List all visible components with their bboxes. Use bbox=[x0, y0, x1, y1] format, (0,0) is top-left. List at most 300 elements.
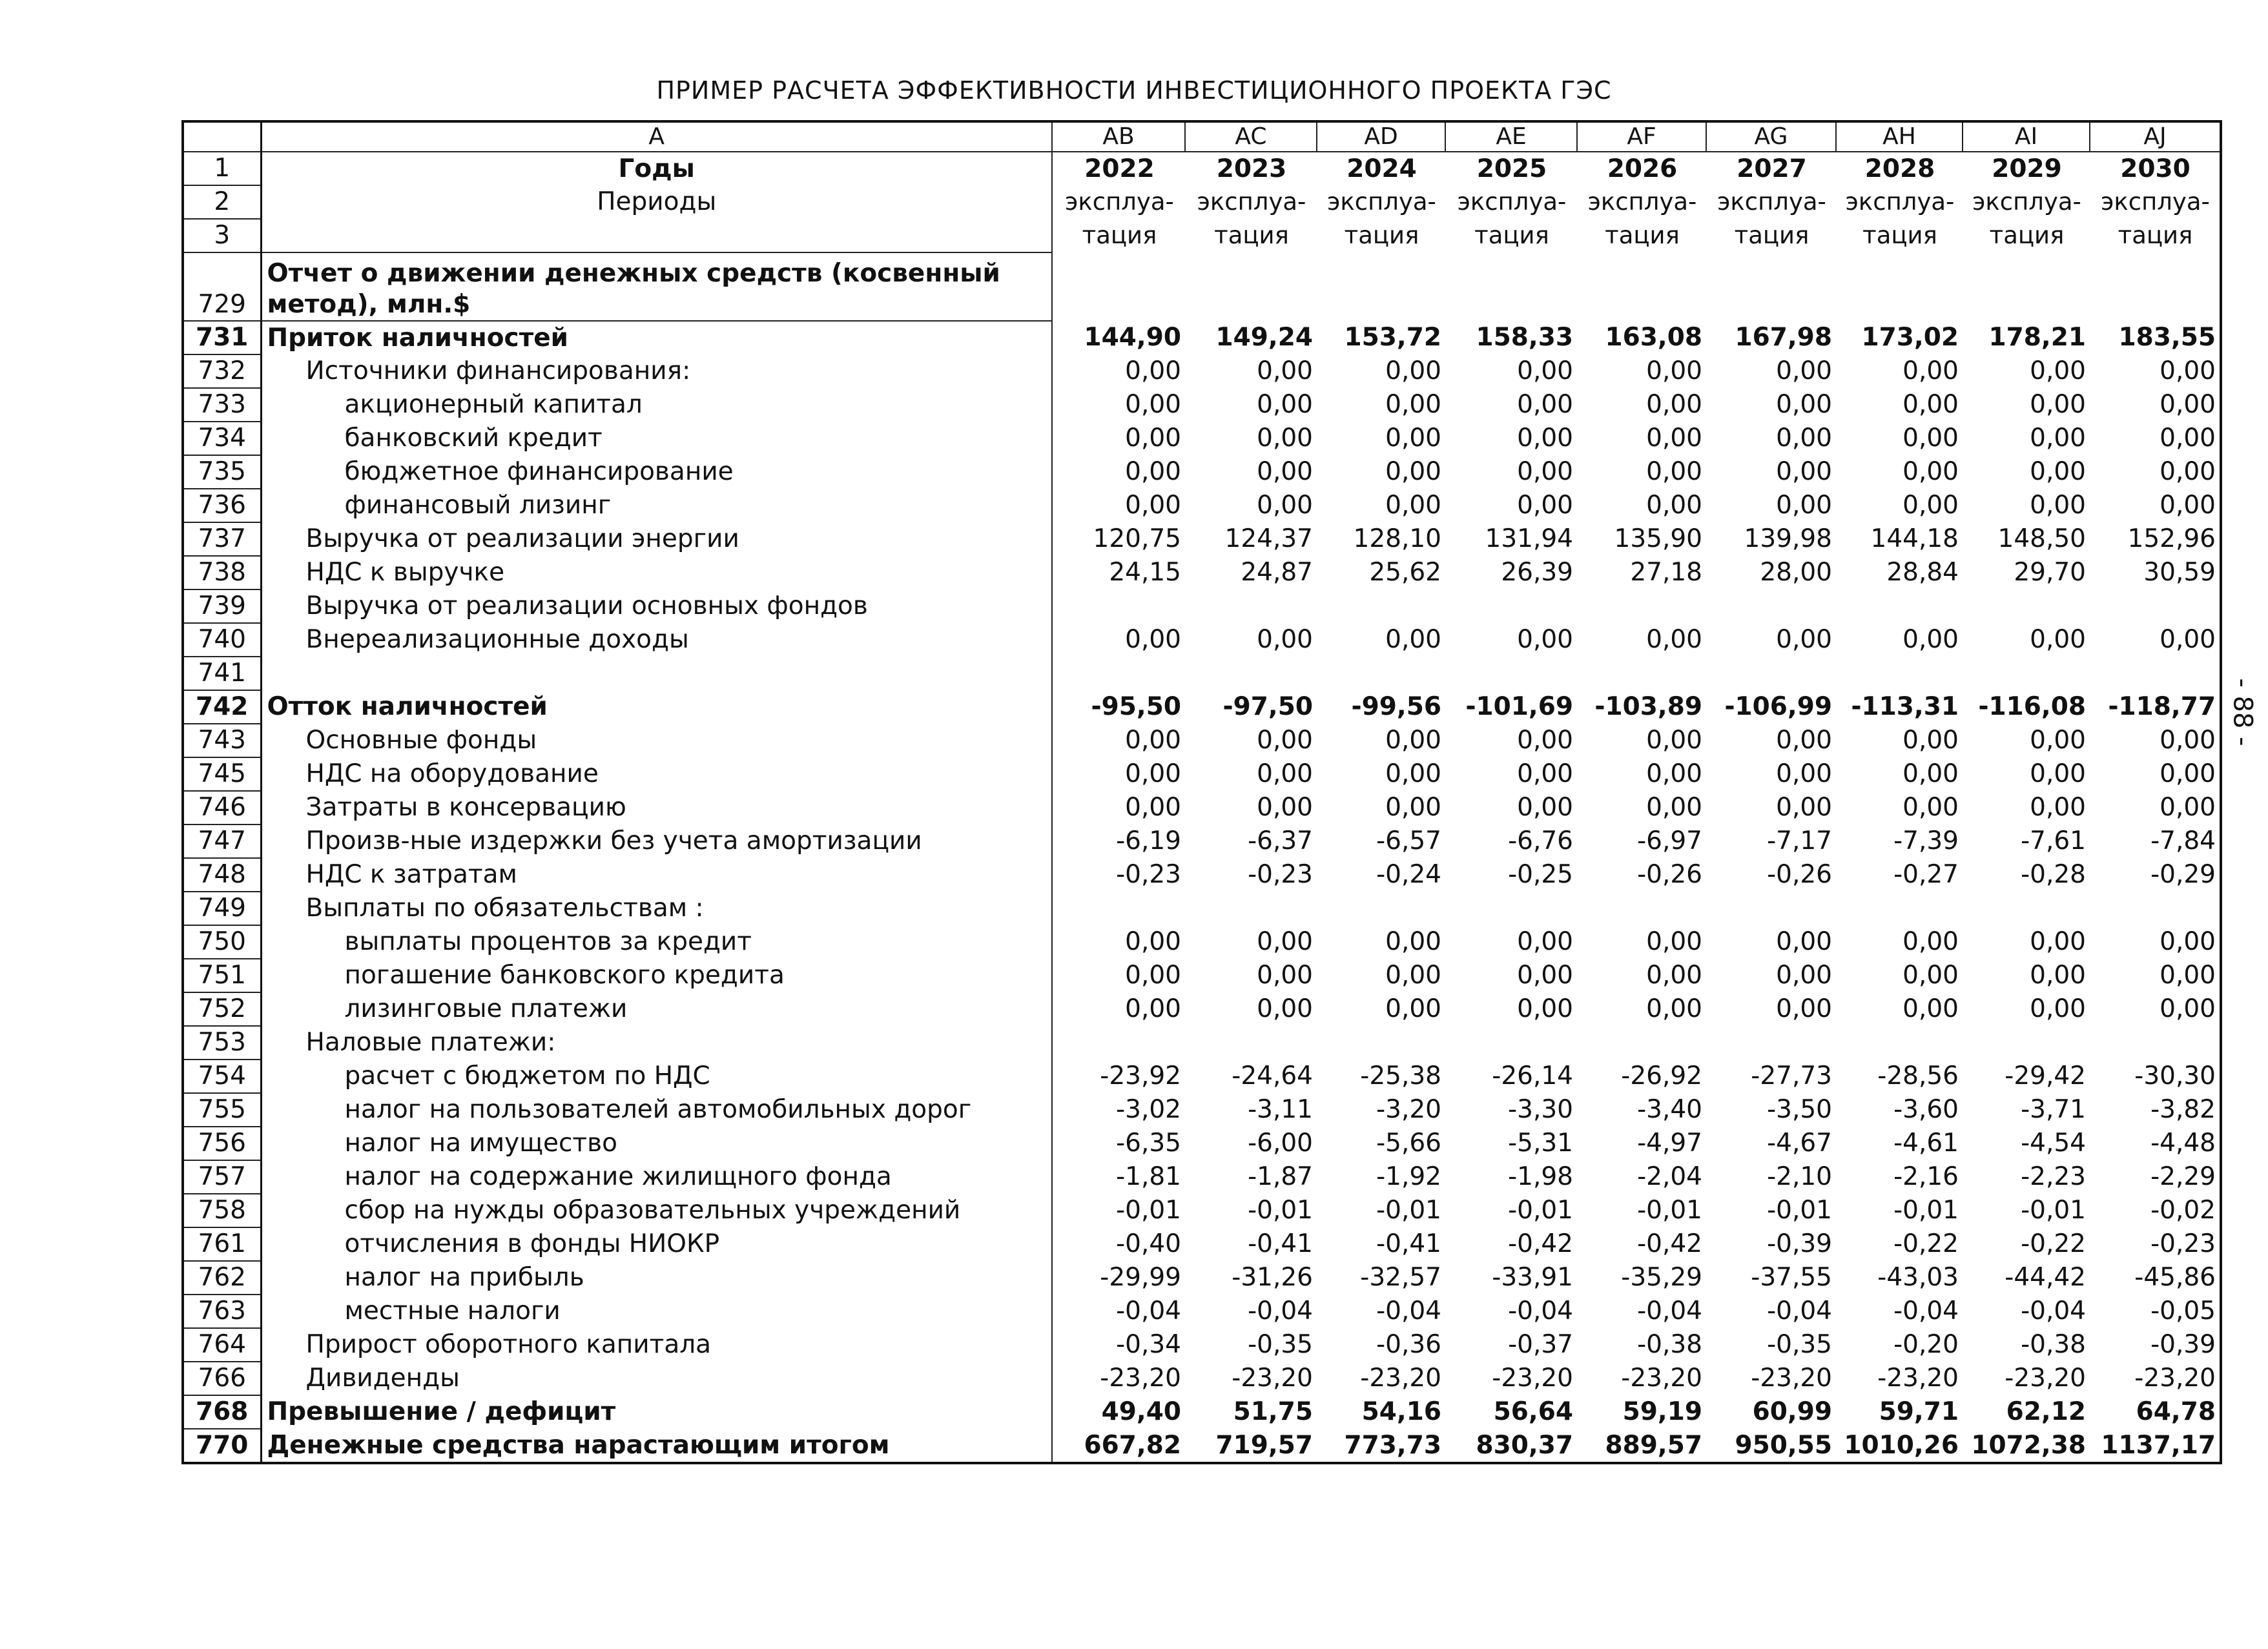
value-cell[interactable]: -0,04 bbox=[1893, 1296, 1959, 1326]
row-number[interactable]: 731 bbox=[183, 321, 261, 354]
row-label[interactable]: НДС к затратам bbox=[261, 858, 1052, 892]
value-cell[interactable]: эксплуа- bbox=[1065, 188, 1174, 216]
row-number[interactable]: 753 bbox=[183, 1026, 261, 1060]
row-number[interactable]: 743 bbox=[183, 724, 261, 757]
value-cell[interactable] bbox=[1577, 892, 1706, 925]
value-cell[interactable]: 0,00 bbox=[1776, 759, 1832, 788]
row-label[interactable]: сбор на нужды образовательных учреждений bbox=[261, 1194, 1052, 1227]
value-cell[interactable]: 54,16 bbox=[1361, 1397, 1441, 1426]
value-cell[interactable]: тация bbox=[1474, 221, 1549, 249]
value-cell[interactable]: 0,00 bbox=[2090, 791, 2221, 824]
value-cell[interactable]: 0,00 bbox=[1125, 457, 1181, 486]
value-cell[interactable]: 0,00 bbox=[1902, 961, 1959, 990]
value-cell[interactable]: -0,01 bbox=[1767, 1196, 1832, 1225]
value-cell[interactable]: -28,56 bbox=[1877, 1061, 1959, 1091]
value-cell[interactable]: эксплуа- bbox=[1197, 188, 1306, 216]
value-cell[interactable]: -24,64 bbox=[1232, 1061, 1313, 1091]
value-cell[interactable]: -3,20 bbox=[1376, 1095, 1441, 1124]
row-number[interactable]: 740 bbox=[183, 623, 261, 657]
value-cell[interactable]: -23,20 bbox=[1877, 1364, 1959, 1393]
value-cell[interactable]: 1072,38 bbox=[1963, 1429, 2090, 1463]
value-cell[interactable]: 0,00 bbox=[1257, 726, 1313, 755]
value-cell[interactable]: -0,28 bbox=[2021, 860, 2086, 889]
column-header[interactable]: AI bbox=[1963, 121, 2090, 152]
value-cell[interactable]: 0,00 bbox=[1776, 390, 1832, 419]
value-cell[interactable] bbox=[1445, 657, 1577, 690]
value-cell[interactable]: 0,00 bbox=[2030, 424, 2086, 453]
value-cell[interactable]: 24,87 bbox=[1241, 558, 1313, 587]
value-cell[interactable]: -0,26 bbox=[1767, 860, 1832, 889]
value-cell[interactable]: тация bbox=[1605, 221, 1680, 249]
value-cell[interactable]: тация bbox=[2090, 219, 2221, 252]
row-label[interactable]: налог на содержание жилищного фонда bbox=[261, 1160, 1052, 1194]
value-cell[interactable]: 0,00 bbox=[2090, 757, 2221, 791]
value-cell[interactable]: 0,00 bbox=[1646, 457, 1702, 486]
value-cell[interactable] bbox=[1052, 657, 1185, 690]
row-number[interactable]: 733 bbox=[183, 388, 261, 422]
value-cell[interactable]: 0,00 bbox=[1776, 457, 1832, 486]
value-cell[interactable]: 0,00 bbox=[2090, 422, 2221, 455]
value-cell[interactable]: 0,00 bbox=[1902, 390, 1959, 419]
value-cell[interactable]: -2,04 bbox=[1637, 1162, 1702, 1191]
value-cell[interactable]: -0,01 bbox=[1893, 1196, 1959, 1225]
value-cell[interactable]: -1,81 bbox=[1116, 1162, 1181, 1191]
row-label[interactable]: Денежные средства нарастающим итогом bbox=[261, 1429, 1052, 1463]
value-cell[interactable]: -6,00 bbox=[1248, 1129, 1313, 1158]
value-cell[interactable]: 2029 bbox=[1992, 154, 2062, 183]
value-cell[interactable]: -5,66 bbox=[1376, 1129, 1441, 1158]
row-number[interactable]: 761 bbox=[183, 1227, 261, 1261]
value-cell[interactable]: 0,00 bbox=[2030, 759, 2086, 788]
value-cell[interactable]: 0,00 bbox=[1902, 424, 1959, 453]
value-cell[interactable]: 0,00 bbox=[2030, 625, 2086, 654]
value-cell[interactable]: 0,00 bbox=[1385, 994, 1441, 1023]
value-cell[interactable]: 139,98 bbox=[1744, 524, 1832, 553]
value-cell[interactable]: 0,00 bbox=[1902, 994, 1959, 1023]
row-label[interactable]: акционерный капитал bbox=[261, 388, 1052, 422]
value-cell[interactable]: тация bbox=[1989, 221, 2065, 249]
column-header[interactable]: AC bbox=[1185, 121, 1317, 152]
value-cell[interactable]: -25,38 bbox=[1360, 1061, 1441, 1091]
value-cell[interactable]: 0,00 bbox=[1902, 491, 1959, 520]
value-cell[interactable]: 830,37 bbox=[1445, 1429, 1577, 1463]
value-cell[interactable]: 0,00 bbox=[2090, 959, 2221, 992]
value-cell[interactable]: 26,39 bbox=[1501, 558, 1573, 587]
value-cell[interactable]: 29,70 bbox=[2014, 558, 2086, 587]
value-cell[interactable]: 0,00 bbox=[1517, 457, 1573, 486]
value-cell[interactable]: 149,24 bbox=[1215, 323, 1313, 352]
value-cell[interactable]: 0,00 bbox=[1385, 726, 1441, 755]
row-number[interactable]: 752 bbox=[183, 992, 261, 1026]
row-number[interactable]: 762 bbox=[183, 1261, 261, 1295]
value-cell[interactable]: -23,20 bbox=[2090, 1362, 2221, 1395]
value-cell[interactable]: -0,04 bbox=[1637, 1296, 1702, 1326]
value-cell[interactable]: -4,54 bbox=[2021, 1129, 2086, 1158]
value-cell[interactable]: 56,64 bbox=[1493, 1397, 1573, 1426]
value-cell[interactable]: 0,00 bbox=[1776, 726, 1832, 755]
row-label[interactable]: расчет с бюджетом по НДС bbox=[261, 1060, 1052, 1093]
value-cell[interactable]: -0,22 bbox=[2021, 1229, 2086, 1258]
row-number[interactable]: 768 bbox=[183, 1395, 261, 1429]
value-cell[interactable]: -23,20 bbox=[1360, 1364, 1441, 1393]
value-cell[interactable]: 0,00 bbox=[1776, 793, 1832, 822]
value-cell[interactable] bbox=[1317, 657, 1445, 690]
row-label[interactable]: Отток наличностей bbox=[261, 690, 1052, 724]
row-number[interactable]: 735 bbox=[183, 455, 261, 489]
value-cell[interactable]: 0,00 bbox=[1776, 625, 1832, 654]
value-cell[interactable]: 719,57 bbox=[1185, 1429, 1317, 1463]
value-cell[interactable]: 0,00 bbox=[1776, 994, 1832, 1023]
row-label[interactable]: налог на пользователей автомобильных дорог bbox=[261, 1093, 1052, 1127]
value-cell[interactable]: -0,01 bbox=[1637, 1196, 1702, 1225]
value-cell[interactable] bbox=[2090, 892, 2221, 925]
value-cell[interactable]: 2028 bbox=[1864, 154, 1935, 183]
value-cell[interactable] bbox=[2090, 1026, 2221, 1060]
value-cell[interactable]: -0,04 bbox=[1248, 1296, 1313, 1326]
value-cell[interactable]: 28,00 bbox=[1760, 558, 1832, 587]
value-cell[interactable]: -3,30 bbox=[1508, 1095, 1573, 1124]
row-number[interactable]: 754 bbox=[183, 1060, 261, 1093]
value-cell[interactable]: -7,39 bbox=[1893, 826, 1959, 855]
value-cell[interactable]: 2023 bbox=[1216, 154, 1287, 183]
value-cell[interactable]: -0,01 bbox=[1116, 1196, 1181, 1225]
value-cell[interactable]: 0,00 bbox=[1902, 927, 1959, 956]
value-cell[interactable]: -106,99 bbox=[1724, 692, 1832, 721]
value-cell[interactable] bbox=[1445, 589, 1577, 623]
value-cell[interactable]: 28,84 bbox=[1886, 558, 1959, 587]
value-cell[interactable]: 0,00 bbox=[1646, 356, 1702, 385]
value-cell[interactable]: -3,40 bbox=[1637, 1095, 1702, 1124]
row-label[interactable] bbox=[261, 219, 1052, 252]
value-cell[interactable] bbox=[1706, 252, 1836, 321]
value-cell[interactable]: 889,57 bbox=[1577, 1429, 1706, 1463]
value-cell[interactable]: эксплуа- bbox=[2090, 185, 2221, 219]
value-cell[interactable] bbox=[1706, 892, 1836, 925]
value-cell[interactable]: 0,00 bbox=[1646, 625, 1702, 654]
value-cell[interactable]: 0,00 bbox=[1385, 424, 1441, 453]
value-cell[interactable]: -0,27 bbox=[1893, 860, 1959, 889]
value-cell[interactable] bbox=[1577, 252, 1706, 321]
row-number[interactable]: 770 bbox=[183, 1429, 261, 1463]
value-cell[interactable]: 0,00 bbox=[1776, 491, 1832, 520]
corner-cell[interactable] bbox=[183, 121, 261, 152]
value-cell[interactable]: 0,00 bbox=[2090, 623, 2221, 657]
row-label[interactable]: Выручка от реализации энергии bbox=[261, 522, 1052, 556]
value-cell[interactable]: -2,23 bbox=[2021, 1162, 2086, 1191]
value-cell[interactable]: -0,04 bbox=[1376, 1296, 1441, 1326]
row-label[interactable]: Источники финансирования: bbox=[261, 354, 1052, 388]
value-cell[interactable]: -0,01 bbox=[1248, 1196, 1313, 1225]
value-cell[interactable]: -0,01 bbox=[1376, 1196, 1441, 1225]
value-cell[interactable] bbox=[1317, 252, 1445, 321]
value-cell[interactable]: 0,00 bbox=[1646, 793, 1702, 822]
row-label[interactable]: Приток наличностей bbox=[261, 321, 1052, 354]
value-cell[interactable]: 0,00 bbox=[2030, 961, 2086, 990]
value-cell[interactable] bbox=[1706, 589, 1836, 623]
row-number[interactable]: 729 bbox=[183, 252, 261, 321]
row-label[interactable]: Затраты в консервацию bbox=[261, 791, 1052, 824]
value-cell[interactable]: -23,20 bbox=[1621, 1364, 1702, 1393]
value-cell[interactable]: 0,00 bbox=[1646, 390, 1702, 419]
value-cell[interactable]: -1,87 bbox=[1248, 1162, 1313, 1191]
value-cell[interactable]: 0,00 bbox=[1125, 356, 1181, 385]
value-cell[interactable]: -44,42 bbox=[2005, 1263, 2086, 1292]
value-cell[interactable]: 0,00 bbox=[1517, 390, 1573, 419]
row-number[interactable]: 748 bbox=[183, 858, 261, 892]
value-cell[interactable]: 0,00 bbox=[1385, 491, 1441, 520]
row-label[interactable]: Прирост оборотного капитала bbox=[261, 1328, 1052, 1362]
row-number[interactable]: 766 bbox=[183, 1362, 261, 1395]
value-cell[interactable]: 51,75 bbox=[1233, 1397, 1313, 1426]
value-cell[interactable]: 0,00 bbox=[1776, 927, 1832, 956]
value-cell[interactable]: 0,00 bbox=[1646, 726, 1702, 755]
value-cell[interactable]: 950,55 bbox=[1706, 1429, 1836, 1463]
value-cell[interactable]: 153,72 bbox=[1344, 323, 1441, 352]
row-number[interactable]: 2 bbox=[183, 185, 261, 219]
value-cell[interactable]: 2022 bbox=[1084, 154, 1155, 183]
value-cell[interactable]: 0,00 bbox=[2030, 390, 2086, 419]
value-cell[interactable]: 0,00 bbox=[1517, 927, 1573, 956]
row-label[interactable]: Произв-ные издержки без учета амортизации bbox=[261, 824, 1052, 858]
value-cell[interactable]: -3,82 bbox=[2090, 1093, 2221, 1127]
row-number[interactable]: 751 bbox=[183, 959, 261, 992]
value-cell[interactable]: -23,20 bbox=[1751, 1364, 1832, 1393]
row-number[interactable]: 763 bbox=[183, 1295, 261, 1328]
value-cell[interactable]: 183,55 bbox=[2090, 321, 2221, 354]
value-cell[interactable]: 0,00 bbox=[2030, 994, 2086, 1023]
value-cell[interactable]: 0,00 bbox=[1646, 994, 1702, 1023]
value-cell[interactable]: 0,00 bbox=[1125, 491, 1181, 520]
value-cell[interactable]: 0,00 bbox=[1257, 793, 1313, 822]
value-cell[interactable] bbox=[1706, 1026, 1836, 1060]
value-cell[interactable]: -1,98 bbox=[1508, 1162, 1573, 1191]
row-number[interactable]: 736 bbox=[183, 489, 261, 522]
row-label[interactable]: Выручка от реализации основных фондов bbox=[261, 589, 1052, 623]
value-cell[interactable]: 0,00 bbox=[1125, 994, 1181, 1023]
row-label[interactable]: местные налоги bbox=[261, 1295, 1052, 1328]
value-cell[interactable]: 0,00 bbox=[2090, 992, 2221, 1026]
row-label[interactable]: налог на имущество bbox=[261, 1127, 1052, 1160]
value-cell[interactable]: -23,20 bbox=[1100, 1364, 1181, 1393]
value-cell[interactable]: 0,00 bbox=[1517, 625, 1573, 654]
value-cell[interactable]: -0,40 bbox=[1116, 1229, 1181, 1258]
value-cell[interactable]: -0,20 bbox=[1893, 1330, 1959, 1359]
value-cell[interactable]: эксплуа- bbox=[1587, 188, 1697, 216]
column-header[interactable]: AG bbox=[1706, 121, 1836, 152]
value-cell[interactable]: 0,00 bbox=[1646, 927, 1702, 956]
value-cell[interactable] bbox=[1317, 1026, 1445, 1060]
row-number[interactable]: 758 bbox=[183, 1194, 261, 1227]
value-cell[interactable]: 0,00 bbox=[1257, 491, 1313, 520]
value-cell[interactable]: -37,55 bbox=[1751, 1263, 1832, 1292]
value-cell[interactable]: 0,00 bbox=[1257, 356, 1313, 385]
value-cell[interactable]: 0,00 bbox=[1257, 927, 1313, 956]
value-cell[interactable]: -4,48 bbox=[2090, 1127, 2221, 1160]
value-cell[interactable]: 135,90 bbox=[1614, 524, 1702, 553]
value-cell[interactable]: -26,14 bbox=[1492, 1061, 1573, 1091]
value-cell[interactable]: -0,05 bbox=[2090, 1295, 2221, 1328]
row-label[interactable]: Дивиденды bbox=[261, 1362, 1052, 1395]
value-cell[interactable] bbox=[1963, 1026, 2090, 1060]
row-number[interactable]: 1 bbox=[183, 152, 261, 185]
value-cell[interactable]: -4,97 bbox=[1637, 1129, 1702, 1158]
value-cell[interactable]: 64,78 bbox=[2090, 1395, 2221, 1429]
value-cell[interactable]: 27,18 bbox=[1630, 558, 1702, 587]
value-cell[interactable]: 59,71 bbox=[1879, 1397, 1959, 1426]
value-cell[interactable]: тация bbox=[1082, 221, 1157, 249]
value-cell[interactable]: 0,00 bbox=[2030, 491, 2086, 520]
row-label[interactable]: погашение банковского кредита bbox=[261, 959, 1052, 992]
value-cell[interactable]: 120,75 bbox=[1093, 524, 1181, 553]
value-cell[interactable]: 0,00 bbox=[1125, 961, 1181, 990]
value-cell[interactable]: -6,97 bbox=[1637, 826, 1702, 855]
value-cell[interactable]: -23,20 bbox=[1232, 1364, 1313, 1393]
value-cell[interactable]: -5,31 bbox=[1508, 1129, 1573, 1158]
column-header[interactable]: AE bbox=[1445, 121, 1577, 152]
value-cell[interactable]: -97,50 bbox=[1222, 692, 1313, 721]
value-cell[interactable]: -3,71 bbox=[2021, 1095, 2086, 1124]
row-number[interactable]: 749 bbox=[183, 892, 261, 925]
row-label[interactable]: лизинговые платежи bbox=[261, 992, 1052, 1026]
value-cell[interactable]: 144,90 bbox=[1084, 323, 1181, 352]
value-cell[interactable] bbox=[1185, 589, 1317, 623]
value-cell[interactable] bbox=[1836, 657, 1963, 690]
value-cell[interactable]: -0,41 bbox=[1376, 1229, 1441, 1258]
value-cell[interactable]: 152,96 bbox=[2090, 522, 2221, 556]
value-cell[interactable]: 0,00 bbox=[1257, 759, 1313, 788]
row-number[interactable]: 757 bbox=[183, 1160, 261, 1194]
value-cell[interactable]: -95,50 bbox=[1091, 692, 1181, 721]
value-cell[interactable]: эксплуа- bbox=[1717, 188, 1826, 216]
row-label[interactable]: Годы bbox=[261, 152, 1052, 185]
value-cell[interactable]: 0,00 bbox=[1902, 457, 1959, 486]
value-cell[interactable]: 0,00 bbox=[1257, 457, 1313, 486]
value-cell[interactable]: -0,38 bbox=[2021, 1330, 2086, 1359]
value-cell[interactable]: -0,39 bbox=[2090, 1328, 2221, 1362]
value-cell[interactable]: 49,40 bbox=[1101, 1397, 1181, 1426]
value-cell[interactable] bbox=[1836, 252, 1963, 321]
value-cell[interactable]: 0,00 bbox=[1902, 356, 1959, 385]
value-cell[interactable]: 0,00 bbox=[1385, 961, 1441, 990]
row-number[interactable]: 734 bbox=[183, 422, 261, 455]
value-cell[interactable]: эксплуа- bbox=[1972, 188, 2081, 216]
value-cell[interactable]: 167,98 bbox=[1735, 323, 1832, 352]
value-cell[interactable]: 0,00 bbox=[1125, 793, 1181, 822]
column-header[interactable]: AD bbox=[1317, 121, 1445, 152]
value-cell[interactable]: 773,73 bbox=[1317, 1429, 1445, 1463]
value-cell[interactable]: -3,60 bbox=[1893, 1095, 1959, 1124]
value-cell[interactable]: 0,00 bbox=[2030, 793, 2086, 822]
row-label[interactable]: бюджетное финансирование bbox=[261, 455, 1052, 489]
value-cell[interactable]: 0,00 bbox=[1257, 424, 1313, 453]
value-cell[interactable]: -29,99 bbox=[1100, 1263, 1181, 1292]
value-cell[interactable]: тация bbox=[1344, 221, 1419, 249]
row-number[interactable]: 741 bbox=[183, 657, 261, 690]
value-cell[interactable]: 0,00 bbox=[1517, 726, 1573, 755]
value-cell[interactable]: 0,00 bbox=[2090, 925, 2221, 959]
value-cell[interactable]: 0,00 bbox=[1257, 625, 1313, 654]
value-cell[interactable]: -0,42 bbox=[1508, 1229, 1573, 1258]
value-cell[interactable]: -27,73 bbox=[1751, 1061, 1832, 1091]
value-cell[interactable]: 2026 bbox=[1607, 154, 1678, 183]
value-cell[interactable]: -0,25 bbox=[1508, 860, 1573, 889]
value-cell[interactable]: 124,37 bbox=[1224, 524, 1313, 553]
value-cell[interactable]: 0,00 bbox=[1646, 491, 1702, 520]
value-cell[interactable] bbox=[1185, 1026, 1317, 1060]
value-cell[interactable]: -99,56 bbox=[1351, 692, 1441, 721]
value-cell[interactable]: 0,00 bbox=[1902, 759, 1959, 788]
value-cell[interactable]: 30,59 bbox=[2090, 556, 2221, 589]
value-cell[interactable]: 0,00 bbox=[2030, 927, 2086, 956]
value-cell[interactable] bbox=[1706, 657, 1836, 690]
value-cell[interactable]: -4,67 bbox=[1767, 1129, 1832, 1158]
row-number[interactable]: 732 bbox=[183, 354, 261, 388]
value-cell[interactable]: 2025 bbox=[1476, 154, 1547, 183]
row-label[interactable]: Наловые платежи: bbox=[261, 1026, 1052, 1060]
value-cell[interactable]: 0,00 bbox=[1385, 759, 1441, 788]
value-cell[interactable]: -6,76 bbox=[1508, 826, 1573, 855]
value-cell[interactable] bbox=[1445, 252, 1577, 321]
value-cell[interactable] bbox=[1052, 892, 1185, 925]
value-cell[interactable]: -2,16 bbox=[1893, 1162, 1959, 1191]
value-cell[interactable]: эксплуа- bbox=[1327, 188, 1436, 216]
value-cell[interactable]: 24,15 bbox=[1109, 558, 1181, 587]
row-number[interactable]: 737 bbox=[183, 522, 261, 556]
value-cell[interactable]: -0,23 bbox=[2090, 1227, 2221, 1261]
value-cell[interactable]: -33,91 bbox=[1492, 1263, 1573, 1292]
value-cell[interactable]: -35,29 bbox=[1621, 1263, 1702, 1292]
value-cell[interactable]: -0,42 bbox=[1637, 1229, 1702, 1258]
value-cell[interactable]: эксплуа- bbox=[1457, 188, 1567, 216]
value-cell[interactable]: 0,00 bbox=[2090, 354, 2221, 388]
value-cell[interactable]: 0,00 bbox=[1902, 793, 1959, 822]
value-cell[interactable]: 163,08 bbox=[1605, 323, 1702, 352]
value-cell[interactable]: 25,62 bbox=[1369, 558, 1441, 587]
value-cell[interactable] bbox=[1577, 589, 1706, 623]
value-cell[interactable] bbox=[1963, 657, 2090, 690]
value-cell[interactable]: -0,26 bbox=[1637, 860, 1702, 889]
value-cell[interactable]: 0,00 bbox=[1517, 961, 1573, 990]
value-cell[interactable] bbox=[1317, 892, 1445, 925]
value-cell[interactable]: тация bbox=[1862, 221, 1937, 249]
value-cell[interactable]: -0,24 bbox=[1376, 860, 1441, 889]
value-cell[interactable]: -26,92 bbox=[1621, 1061, 1702, 1091]
value-cell[interactable] bbox=[1836, 1026, 1963, 1060]
value-cell[interactable]: 0,00 bbox=[2090, 388, 2221, 422]
row-number[interactable]: 747 bbox=[183, 824, 261, 858]
value-cell[interactable]: 158,33 bbox=[1476, 323, 1573, 352]
value-cell[interactable]: 0,00 bbox=[1385, 356, 1441, 385]
value-cell[interactable]: 0,00 bbox=[1385, 793, 1441, 822]
value-cell[interactable]: -45,86 bbox=[2090, 1261, 2221, 1295]
value-cell[interactable] bbox=[1052, 1026, 1185, 1060]
value-cell[interactable]: 0,00 bbox=[1125, 625, 1181, 654]
value-cell[interactable]: -2,10 bbox=[1767, 1162, 1832, 1191]
column-header[interactable]: AH bbox=[1836, 121, 1963, 152]
row-label[interactable]: банковский кредит bbox=[261, 422, 1052, 455]
value-cell[interactable] bbox=[1963, 892, 2090, 925]
value-cell[interactable]: 131,94 bbox=[1485, 524, 1573, 553]
value-cell[interactable]: 0,00 bbox=[1125, 759, 1181, 788]
row-label[interactable]: НДС к выручке bbox=[261, 556, 1052, 589]
value-cell[interactable]: -43,03 bbox=[1877, 1263, 1959, 1292]
value-cell[interactable]: -2,29 bbox=[2090, 1160, 2221, 1194]
value-cell[interactable]: -101,69 bbox=[1465, 692, 1573, 721]
row-label[interactable]: выплаты процентов за кредит bbox=[261, 925, 1052, 959]
value-cell[interactable]: -0,35 bbox=[1767, 1330, 1832, 1359]
value-cell[interactable]: -0,22 bbox=[1893, 1229, 1959, 1258]
value-cell[interactable]: 173,02 bbox=[1861, 323, 1959, 352]
